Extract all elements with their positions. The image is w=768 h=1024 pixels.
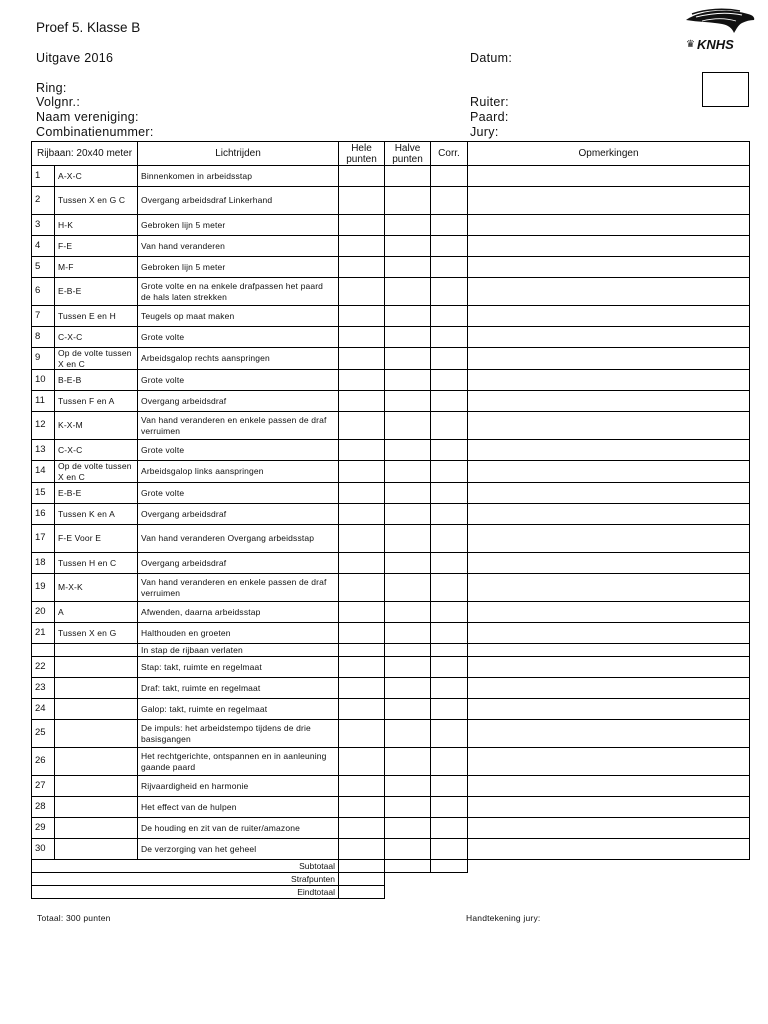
remarks-cell[interactable] [468, 166, 750, 187]
correction-cell[interactable] [431, 504, 468, 525]
whole-points-cell[interactable] [339, 278, 385, 306]
whole-points-cell[interactable] [339, 166, 385, 187]
row-exercise: Van hand veranderen [138, 236, 339, 257]
row-number: 11 [32, 391, 55, 412]
row-number: 22 [32, 657, 55, 678]
remarks-cell[interactable] [468, 391, 750, 412]
remarks-cell[interactable] [468, 776, 750, 797]
row-arena-location: F-E Voor E [55, 525, 138, 553]
row-number: 29 [32, 818, 55, 839]
half-points-column-header: Halve punten [385, 142, 431, 166]
remarks-cell[interactable] [468, 748, 750, 776]
remarks-cell[interactable] [468, 187, 750, 215]
total-label: Eindtotaal [32, 886, 339, 899]
correction-cell[interactable] [431, 678, 468, 699]
correction-column-header: Corr. [431, 142, 468, 166]
row-exercise: De verzorging van het geheel [138, 839, 339, 860]
half-points-cell[interactable] [385, 644, 431, 657]
whole-points-cell[interactable] [339, 440, 385, 461]
half-points-cell[interactable] [385, 440, 431, 461]
half-points-cell[interactable] [385, 776, 431, 797]
table-row [32, 348, 750, 370]
row-number [32, 644, 55, 657]
whole-points-cell[interactable] [339, 678, 385, 699]
half-points-cell[interactable] [385, 215, 431, 236]
row-arena-location: Tussen E en H [55, 306, 138, 327]
remarks-cell[interactable] [468, 678, 750, 699]
row-arena-location: E-B-E [55, 278, 138, 306]
whole-points-cell[interactable] [339, 797, 385, 818]
row-arena-location: M-X-K [55, 574, 138, 602]
whole-points-cell[interactable] [339, 215, 385, 236]
remarks-cell[interactable] [468, 644, 750, 657]
row-arena-location: C-X-C [55, 440, 138, 461]
table-row [32, 525, 750, 553]
remarks-cell[interactable] [468, 215, 750, 236]
row-arena-location: Tussen F en A [55, 391, 138, 412]
row-arena-location: B-E-B [55, 370, 138, 391]
remarks-cell[interactable] [468, 720, 750, 748]
row-number: 13 [32, 440, 55, 461]
remarks-cell[interactable] [468, 839, 750, 860]
row-arena-location [55, 644, 138, 657]
table-row [32, 306, 750, 327]
remarks-cell[interactable] [468, 657, 750, 678]
row-number: 3 [32, 215, 55, 236]
whole-points-cell[interactable] [339, 574, 385, 602]
table-row [32, 699, 750, 720]
whole-points-cell[interactable] [339, 839, 385, 860]
row-arena-location [55, 748, 138, 776]
row-exercise: Arbeidsgalop links aanspringen [138, 461, 339, 483]
ring-label: Ring: [36, 81, 67, 95]
judge-number-box [702, 72, 749, 107]
row-number: 9 [32, 348, 55, 370]
row-number: 4 [32, 236, 55, 257]
remarks-cell[interactable] [468, 278, 750, 306]
table-row [32, 574, 750, 602]
row-exercise: Gebroken lijn 5 meter [138, 257, 339, 278]
half-points-cell[interactable] [385, 748, 431, 776]
table-row [32, 440, 750, 461]
row-exercise: Arbeidsgalop rechts aanspringen [138, 348, 339, 370]
row-number: 23 [32, 678, 55, 699]
whole-points-cell[interactable] [339, 644, 385, 657]
correction-cell[interactable] [431, 553, 468, 574]
row-exercise: De houding en zit van de ruiter/amazone [138, 818, 339, 839]
remarks-cell[interactable] [468, 348, 750, 370]
remarks-cell[interactable] [468, 236, 750, 257]
row-number: 5 [32, 257, 55, 278]
table-row [32, 236, 750, 257]
half-points-cell[interactable] [385, 839, 431, 860]
half-points-cell[interactable] [385, 623, 431, 644]
correction-cell[interactable] [431, 839, 468, 860]
row-arena-location: Tussen K en A [55, 504, 138, 525]
row-number: 19 [32, 574, 55, 602]
table-row [32, 215, 750, 236]
whole-points-cell[interactable] [339, 699, 385, 720]
row-number: 28 [32, 797, 55, 818]
whole-points-cell[interactable] [339, 623, 385, 644]
horse-label: Paard: [470, 110, 509, 124]
whole-points-column-header: Hele punten [339, 142, 385, 166]
whole-points-cell[interactable] [339, 657, 385, 678]
row-exercise: De impuls: het arbeidstempo tijdens de drie basisgangen [138, 720, 339, 748]
row-exercise: In stap de rijbaan verlaten [138, 644, 339, 657]
correction-cell[interactable] [431, 278, 468, 306]
row-exercise: Van hand veranderen en enkele passen de draf verruimen [138, 412, 339, 440]
remarks-cell[interactable] [468, 797, 750, 818]
volgnr-label: Volgnr.: [36, 95, 81, 109]
remarks-cell[interactable] [468, 525, 750, 553]
row-number: 27 [32, 776, 55, 797]
correction-cell[interactable] [431, 236, 468, 257]
edition-label: Uitgave 2016 [36, 51, 114, 65]
row-exercise: Overgang arbeidsdraf Linkerhand [138, 187, 339, 215]
correction-cell[interactable] [431, 215, 468, 236]
whole-points-cell[interactable] [339, 370, 385, 391]
remarks-cell[interactable] [468, 370, 750, 391]
correction-cell[interactable] [431, 644, 468, 657]
row-number: 24 [32, 699, 55, 720]
row-exercise: Draf: takt, ruimte en regelmaat [138, 678, 339, 699]
whole-points-cell[interactable] [339, 327, 385, 348]
row-exercise: Grote volte [138, 483, 339, 504]
exercise-column-header: Lichtrijden [138, 142, 339, 166]
whole-points-cell[interactable] [339, 187, 385, 215]
table-row [32, 797, 750, 818]
half-points-cell[interactable] [385, 327, 431, 348]
jury-label: Jury: [470, 125, 499, 139]
correction-cell[interactable] [431, 483, 468, 504]
half-points-cell[interactable] [385, 602, 431, 623]
row-number: 20 [32, 602, 55, 623]
row-number: 14 [32, 461, 55, 483]
row-exercise: Van hand veranderen Overgang arbeidsstap [138, 525, 339, 553]
table-row [32, 644, 750, 657]
row-exercise: Grote volte [138, 327, 339, 348]
row-number: 21 [32, 623, 55, 644]
row-number: 6 [32, 278, 55, 306]
correction-cell[interactable] [431, 412, 468, 440]
row-exercise: Grote volte en na enkele drafpassen het paard de hals laten strekken [138, 278, 339, 306]
half-points-cell[interactable] [385, 657, 431, 678]
whole-points-cell[interactable] [339, 348, 385, 370]
row-exercise: Het effect van de hulpen [138, 797, 339, 818]
row-number: 8 [32, 327, 55, 348]
row-arena-location: Op de volte tussen X en C [55, 348, 138, 370]
row-number: 18 [32, 553, 55, 574]
remarks-cell[interactable] [468, 461, 750, 483]
correction-cell[interactable] [431, 602, 468, 623]
row-number: 1 [32, 166, 55, 187]
row-exercise: Overgang arbeidsdraf [138, 553, 339, 574]
table-row [32, 602, 750, 623]
total-cell[interactable] [339, 886, 385, 899]
table-row [32, 748, 750, 776]
half-points-cell[interactable] [385, 553, 431, 574]
row-exercise: Overgang arbeidsdraf [138, 391, 339, 412]
table-row [32, 370, 750, 391]
remarks-cell[interactable] [468, 623, 750, 644]
whole-points-cell[interactable] [339, 720, 385, 748]
table-row [32, 776, 750, 797]
whole-points-cell[interactable] [339, 412, 385, 440]
correction-cell[interactable] [431, 525, 468, 553]
row-arena-location: F-E [55, 236, 138, 257]
table-row [32, 166, 750, 187]
penalty-label: Strafpunten [32, 873, 339, 886]
table-row [32, 483, 750, 504]
table-row [32, 257, 750, 278]
row-arena-location: Tussen H en C [55, 553, 138, 574]
correction-cell[interactable] [431, 699, 468, 720]
whole-points-cell[interactable] [339, 391, 385, 412]
row-exercise: Stap: takt, ruimte en regelmaat [138, 657, 339, 678]
table-row [32, 412, 750, 440]
correction-cell[interactable] [431, 748, 468, 776]
row-exercise: Het rechtgerichte, ontspannen en in aanleuning gaande paard [138, 748, 339, 776]
correction-cell[interactable] [431, 657, 468, 678]
table-row [32, 657, 750, 678]
table-row [32, 839, 750, 860]
half-points-cell[interactable] [385, 720, 431, 748]
remarks-cell[interactable] [468, 306, 750, 327]
row-number: 25 [32, 720, 55, 748]
row-exercise: Rijvaardigheid en harmonie [138, 776, 339, 797]
correction-cell[interactable] [431, 306, 468, 327]
whole-points-cell[interactable] [339, 461, 385, 483]
half-points-cell[interactable] [385, 257, 431, 278]
table-row [32, 818, 750, 839]
score-table [31, 141, 750, 899]
row-arena-location: Tussen X en G [55, 623, 138, 644]
row-arena-location: A [55, 602, 138, 623]
test-title: Proef 5. Klasse B [36, 20, 141, 35]
half-points-cell[interactable] [385, 391, 431, 412]
half-points-cell[interactable] [385, 699, 431, 720]
whole-points-cell[interactable] [339, 525, 385, 553]
table-row [32, 504, 750, 525]
table-row [32, 327, 750, 348]
correction-cell[interactable] [431, 187, 468, 215]
row-arena-location [55, 720, 138, 748]
whole-points-cell[interactable] [339, 257, 385, 278]
row-arena-location [55, 776, 138, 797]
half-points-cell[interactable] [385, 504, 431, 525]
row-arena-location: H-K [55, 215, 138, 236]
row-exercise: Van hand veranderen en enkele passen de draf verruimen [138, 574, 339, 602]
remarks-cell[interactable] [468, 602, 750, 623]
row-arena-location: C-X-C [55, 327, 138, 348]
correction-cell[interactable] [431, 348, 468, 370]
row-exercise: Grote volte [138, 440, 339, 461]
remarks-cell[interactable] [468, 699, 750, 720]
half-points-cell[interactable] [385, 370, 431, 391]
row-exercise: Binnenkomen in arbeidsstap [138, 166, 339, 187]
table-row [32, 187, 750, 215]
row-exercise: Galop: takt, ruimte en regelmaat [138, 699, 339, 720]
whole-points-cell[interactable] [339, 483, 385, 504]
whole-points-cell[interactable] [339, 602, 385, 623]
row-arena-location: E-B-E [55, 483, 138, 504]
row-arena-location: K-X-M [55, 412, 138, 440]
remarks-column-header: Opmerkingen [468, 142, 750, 166]
club-label: Naam vereniging: [36, 110, 139, 124]
half-points-cell[interactable] [385, 525, 431, 553]
row-number: 15 [32, 483, 55, 504]
remarks-cell[interactable] [468, 574, 750, 602]
row-arena-location: Op de volte tussen X en C [55, 461, 138, 483]
half-points-cell[interactable] [385, 278, 431, 306]
half-points-cell[interactable] [385, 306, 431, 327]
subtotal-label: Subtotaal [32, 860, 339, 873]
correction-cell[interactable] [431, 461, 468, 483]
correction-cell[interactable] [431, 257, 468, 278]
remarks-cell[interactable] [468, 257, 750, 278]
half-points-cell[interactable] [385, 187, 431, 215]
row-arena-location: M-F [55, 257, 138, 278]
judge-signature-label: Handtekening jury: [466, 913, 541, 923]
logo-text: KNHS [697, 37, 734, 52]
rider-label: Ruiter: [470, 95, 509, 109]
whole-points-cell[interactable] [339, 776, 385, 797]
row-arena-location: Tussen X en G C [55, 187, 138, 215]
penalty-cell[interactable] [339, 873, 385, 886]
row-exercise: Halthouden en groeten [138, 623, 339, 644]
correction-cell[interactable] [431, 818, 468, 839]
row-number: 17 [32, 525, 55, 553]
correction-cell[interactable] [431, 327, 468, 348]
row-number: 12 [32, 412, 55, 440]
combination-label: Combinatienummer: [36, 125, 154, 139]
remarks-cell[interactable] [468, 483, 750, 504]
remarks-cell[interactable] [468, 440, 750, 461]
correction-cell[interactable] [431, 574, 468, 602]
half-points-cell[interactable] [385, 348, 431, 370]
remarks-cell[interactable] [468, 327, 750, 348]
subtotal-half-cell[interactable] [385, 860, 431, 873]
row-exercise: Afwenden, daarna arbeidsstap [138, 602, 339, 623]
row-arena-location [55, 818, 138, 839]
half-points-cell[interactable] [385, 818, 431, 839]
table-row [32, 678, 750, 699]
knhs-logo [684, 6, 756, 54]
correction-cell[interactable] [431, 797, 468, 818]
table-row [32, 720, 750, 748]
half-points-cell[interactable] [385, 461, 431, 483]
correction-cell[interactable] [431, 720, 468, 748]
half-points-cell[interactable] [385, 166, 431, 187]
correction-cell[interactable] [431, 391, 468, 412]
subtotal-whole-cell[interactable] [339, 860, 385, 873]
table-row [32, 461, 750, 483]
row-number: 26 [32, 748, 55, 776]
row-arena-location [55, 839, 138, 860]
half-points-cell[interactable] [385, 412, 431, 440]
whole-points-cell[interactable] [339, 236, 385, 257]
row-arena-location [55, 678, 138, 699]
half-points-cell[interactable] [385, 678, 431, 699]
row-number: 10 [32, 370, 55, 391]
row-arena-location: A-X-C [55, 166, 138, 187]
half-points-cell[interactable] [385, 797, 431, 818]
correction-cell[interactable] [431, 623, 468, 644]
half-points-cell[interactable] [385, 483, 431, 504]
remarks-cell[interactable] [468, 504, 750, 525]
date-label: Datum: [470, 51, 513, 65]
row-exercise: Gebroken lijn 5 meter [138, 215, 339, 236]
row-arena-location [55, 657, 138, 678]
half-points-cell[interactable] [385, 236, 431, 257]
row-exercise: Overgang arbeidsdraf [138, 504, 339, 525]
table-row [32, 391, 750, 412]
table-row [32, 553, 750, 574]
table-row [32, 623, 750, 644]
whole-points-cell[interactable] [339, 818, 385, 839]
row-exercise: Teugels op maat maken [138, 306, 339, 327]
row-number: 2 [32, 187, 55, 215]
row-number: 7 [32, 306, 55, 327]
table-row [32, 278, 750, 306]
correction-cell[interactable] [431, 166, 468, 187]
row-exercise: Grote volte [138, 370, 339, 391]
remarks-cell[interactable] [468, 412, 750, 440]
correction-cell[interactable] [431, 776, 468, 797]
crown-icon: ♛ [686, 39, 695, 50]
arena-column-header: Rijbaan: 20x40 meter [32, 142, 138, 166]
correction-cell[interactable] [431, 370, 468, 391]
remarks-cell[interactable] [468, 818, 750, 839]
row-arena-location [55, 699, 138, 720]
subtotal-corr-cell[interactable] [431, 860, 468, 873]
row-number: 16 [32, 504, 55, 525]
row-number: 30 [32, 839, 55, 860]
whole-points-cell[interactable] [339, 306, 385, 327]
whole-points-cell[interactable] [339, 553, 385, 574]
whole-points-cell[interactable] [339, 504, 385, 525]
whole-points-cell[interactable] [339, 748, 385, 776]
correction-cell[interactable] [431, 440, 468, 461]
total-points-label: Totaal: 300 punten [37, 913, 111, 923]
half-points-cell[interactable] [385, 574, 431, 602]
row-arena-location [55, 797, 138, 818]
remarks-cell[interactable] [468, 553, 750, 574]
